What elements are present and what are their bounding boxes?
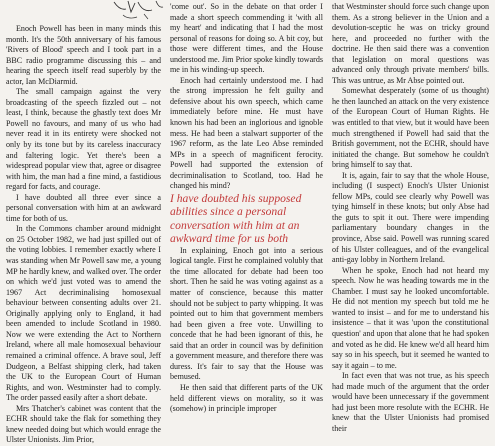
article-column-1 xyxy=(6,24,161,446)
hand-drawn-sketch-icon xyxy=(108,0,166,26)
paragraph: He then said that different parts of the UK held different views on morality, so it was (somehow) in principle improper xyxy=(170,382,323,414)
paragraph: that Westminster should force such change upon them. As a strong believer in the Union and a devolution-sceptic he was on tricky ground here, and proceeded no further with the doctrine. He then said there was a convention that legislation on moral questions was advanced only through private members' bills. This was untrue, as Mr Abse pointed out. xyxy=(332,2,489,85)
paragraph: In explaining, Enoch got into a serious logical tangle. First he complained volubly that the time allocated for debate had been too short. Then he said he was voting against as a matter of conscience, because this matter should not be subject to party whipping. It was pointed out to him that government members had been given a free vote. Unwilling to concede that he had been ignorant of this, he said that an order in council was by definition a government measure, and therefore there was duress. It's fair to say that the House was bemused. xyxy=(170,245,323,382)
article-column-3 xyxy=(332,2,489,434)
paragraph: In fact even that was not true, as his speech had made much of the argument that the order would have been unnecessary if the government had just been more resolute with the ECHR. He knew that the Ulster Unionists had promised their xyxy=(332,371,489,433)
paragraph: It is, again, fair to say that the whole House, including (I suspect) Enoch's Ulster Unionist fellow MPs, could see clearly why Powell was tying himself in these knots; but only Abse had the guts to spit it out. There were impending parliamentary boundary changes in the province, Abse said. Powell was running scared of his Ulster colleagues, and of the evangelical anti-gay lobby in Northern Ireland. xyxy=(332,170,489,265)
paragraph: 'come out'. So in the debate on that order I made a short speech commending it 'with all my heart' and indicating that I had the most personal of reasons for doing so. A bit coy, but those were different times, and the House understood me. Jim Prior spoke kindly towards me in his winding-up speech. xyxy=(170,2,323,75)
paragraph: I have doubted all three ever since a personal conversation with him at an awkward time for both of us. xyxy=(6,192,161,223)
header-illustration xyxy=(108,0,166,26)
paragraph: In the Commons chamber around midnight on 25 October 1982, we had just spilled out of the voting lobbies. I remember exactly where I was standing when Mr Powell saw me, a young MP he hardly knew, and walked over. The order on which we'd just voted was to amend the 1967 Act decriminalising homosexual behaviour between consenting adults over 21. Originally applying only to England, it had been amended to include Scotland in 1980. Now we were extending the Act to Northern Ireland, where all male homosexual behaviour remained a criminal offence. A brave soul, Jeff Dudgeon, a Belfast shipping clerk, had taken the UK to the European Court of Human Rights, and won. Westminster had to comply. The order passed easily after a short debate. xyxy=(6,224,161,403)
paragraph: Enoch had certainly understood me. I had the strong impression he felt guilty and defensive about his own speech, which came immediately before mine. He must have known his had been an inglorious and ignoble mess. He had been a stalwart supporter of the 1967 reform, as the late Leo Abse reminded MPs in a speech of magnificent ferocity. Powell had supported the extension of decriminalisation to Scotland, too. Had he changed his mind? xyxy=(170,75,323,191)
paragraph: Somewhat desperately (some of us thought) he then launched an attack on the very existence of the European Court of Human Rights. He was entitled to that view, but it would have been much strengthened if Powell had said that the British government, not the ECHR, should have initiated the change. But somehow he couldn't bring himself to say that. xyxy=(332,86,489,170)
article-column-2 xyxy=(170,2,323,415)
pull-quote: I have doubted his supposed abilities since a personal conversation with him at an awkward time for us both xyxy=(170,191,302,246)
paragraph: Enoch Powell has been in many minds this month. It's the 50th anniversary of his famous 'Rivers of Blood' speech and I took part in a BBC radio programme discussing this – and hearing the speech itself read superbly by the actor, Ian McDiarmid. xyxy=(6,24,161,86)
paragraph: The small campaign against the very broadcasting of the speech fizzled out – not least, I think, because the ghastly text does Mr Powell no favours, and many of us who had never read it in its entirety were shocked not only by its tone but by its careless inaccuracy and faltering logic. Yet there's been a widespread popular view that, agree or disagree with him, the man had a fine mind, a fastidious regard for facts, and courage. xyxy=(6,87,161,192)
paragraph: When he spoke, Enoch had not heard my speech. Now he was heading towards me in the Chamber. I must say he looked uncomfortable. He did not mention my speech but told me he wanted to insist – and for me to understand his insistence – that it was 'upon the constitutional question' and upon that alone that he had spoken and voted as he did. He knew we'd all heard him say so in his speech, but it seemed he wanted to say it again – to me. xyxy=(332,265,489,370)
paragraph: Mrs Thatcher's cabinet was content that the ECHR should take the flak for something they knew needed doing but which would enrage the Ulster Unionists. Jim Prior, xyxy=(6,403,161,445)
